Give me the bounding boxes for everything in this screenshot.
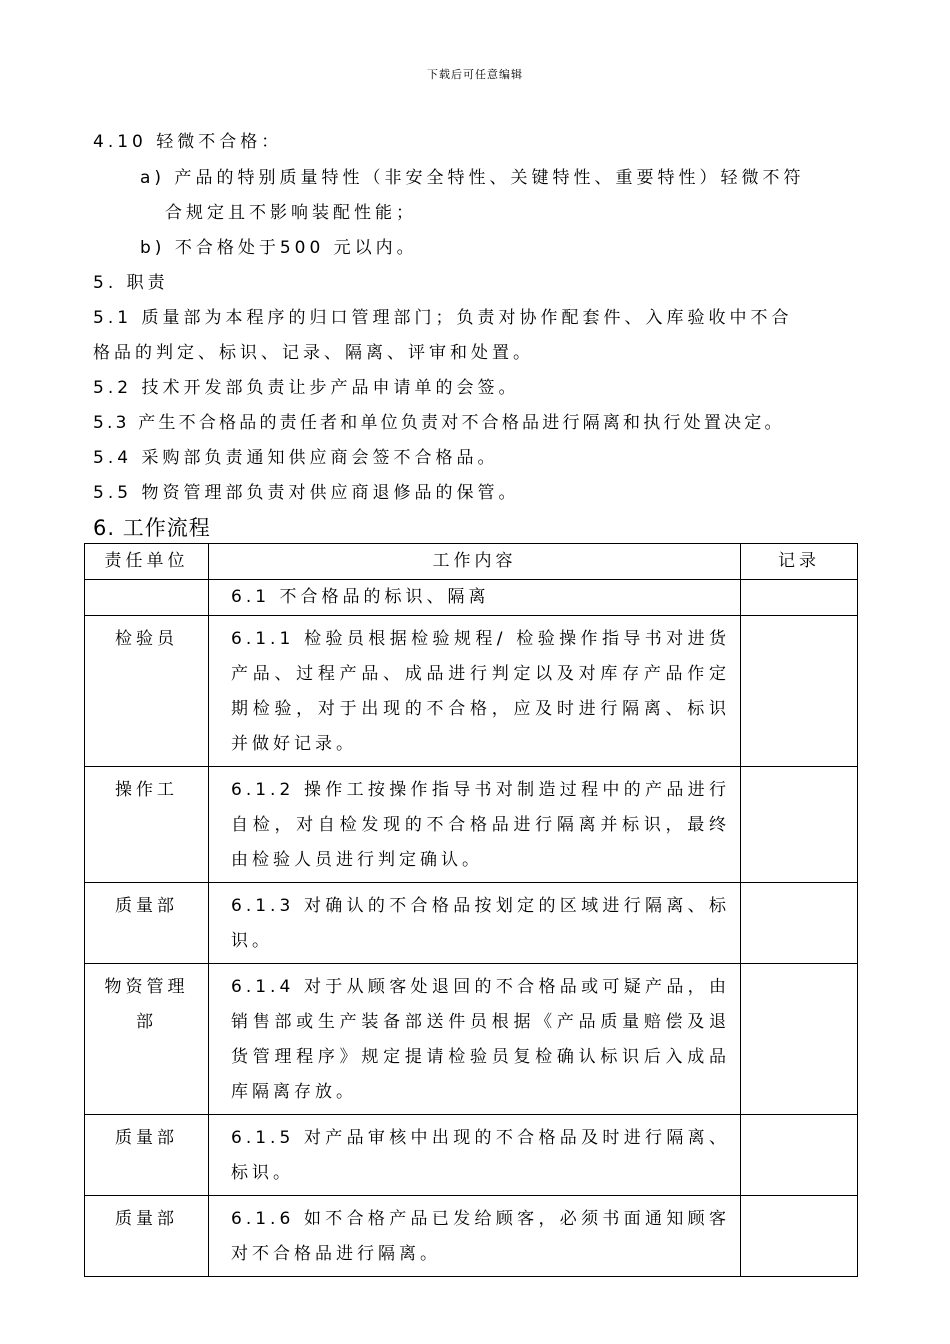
row-content: 6.1.1 检验员根据检验规程/ 检验操作指导书对进货产品、过程产品、成品进行判定以及对库存产品作定期检验，对于出现的不合格，应及时进行隔离、标识并做好记录。	[209, 616, 741, 767]
table-header-row	[85, 544, 858, 580]
section-5-1-line1: 5.1 质量部为本程序的归口管理部门；负责对协作配套件、入库验收中不合	[93, 308, 793, 328]
row-unit: 物资管理部	[85, 964, 209, 1115]
section-4-10-title: 4.10 轻微不合格：	[93, 132, 283, 152]
section-5-title: 5. 职责	[93, 273, 169, 293]
section-5-5: 5.5 物资管理部负责对供应商退修品的保管。	[93, 483, 520, 503]
row-content: 6.1.2 操作工按操作指导书对制造过程中的产品进行自检，对自检发现的不合格品进行隔离并标识，最终由检验人员进行判定确认。	[209, 767, 741, 883]
section-6-title: 6. 工作流程	[93, 516, 211, 540]
row-record	[741, 767, 858, 883]
workflow-table	[84, 543, 858, 1277]
table-row	[85, 883, 858, 964]
row-unit: 质量部	[85, 1115, 209, 1196]
section-4-10-item-b: b) 不合格处于500 元以内。	[140, 238, 418, 258]
table-row	[85, 964, 858, 1115]
row-content: 6.1.5 对产品审核中出现的不合格品及时进行隔离、标识。	[209, 1115, 741, 1196]
row-content: 6.1.6 如不合格产品已发给顾客，必须书面通知顾客对不合格品进行隔离。	[209, 1196, 741, 1277]
header-record: 记录	[741, 544, 858, 580]
table-row	[85, 1196, 858, 1277]
table-row	[85, 767, 858, 883]
row-unit	[85, 580, 209, 616]
header-content: 工作内容	[209, 544, 741, 580]
row-record	[741, 1115, 858, 1196]
header-unit: 责任单位	[85, 544, 209, 580]
section-5-1-line2: 格品的判定、标识、记录、隔离、评审和处置。	[93, 343, 534, 363]
row-content: 6.1 不合格品的标识、隔离	[209, 580, 741, 616]
row-unit: 检验员	[85, 616, 209, 767]
table-row	[85, 580, 858, 616]
row-record	[741, 616, 858, 767]
section-5-4: 5.4 采购部负责通知供应商会签不合格品。	[93, 448, 499, 468]
row-record	[741, 1196, 858, 1277]
section-4-10-item-a-line1: a) 产品的特别质量特性（非安全特性、关键特性、重要特性）轻微不符	[140, 168, 805, 188]
row-content: 6.1.4 对于从顾客处退回的不合格品或可疑产品，由销售部或生产装备部送件员根据《产品质量赔偿及退货管理程序》规定提请检验员复检确认标识后入成品库隔离存放。	[209, 964, 741, 1115]
row-unit: 操作工	[85, 767, 209, 883]
table-row	[85, 1115, 858, 1196]
row-record	[741, 580, 858, 616]
row-unit: 质量部	[85, 883, 209, 964]
row-record	[741, 883, 858, 964]
section-5-3: 5.3 产生不合格品的责任者和单位负责对不合格品进行隔离和执行处置决定。	[93, 413, 785, 433]
row-record	[741, 964, 858, 1115]
page-header-note: 下载后可任意编辑	[427, 68, 523, 81]
row-unit: 质量部	[85, 1196, 209, 1277]
table-row	[85, 616, 858, 767]
section-4-10-item-a-line2: 合规定且不影响装配性能；	[165, 203, 417, 223]
section-5-2: 5.2 技术开发部负责让步产品申请单的会签。	[93, 378, 520, 398]
row-content: 6.1.3 对确认的不合格品按划定的区域进行隔离、标识。	[209, 883, 741, 964]
